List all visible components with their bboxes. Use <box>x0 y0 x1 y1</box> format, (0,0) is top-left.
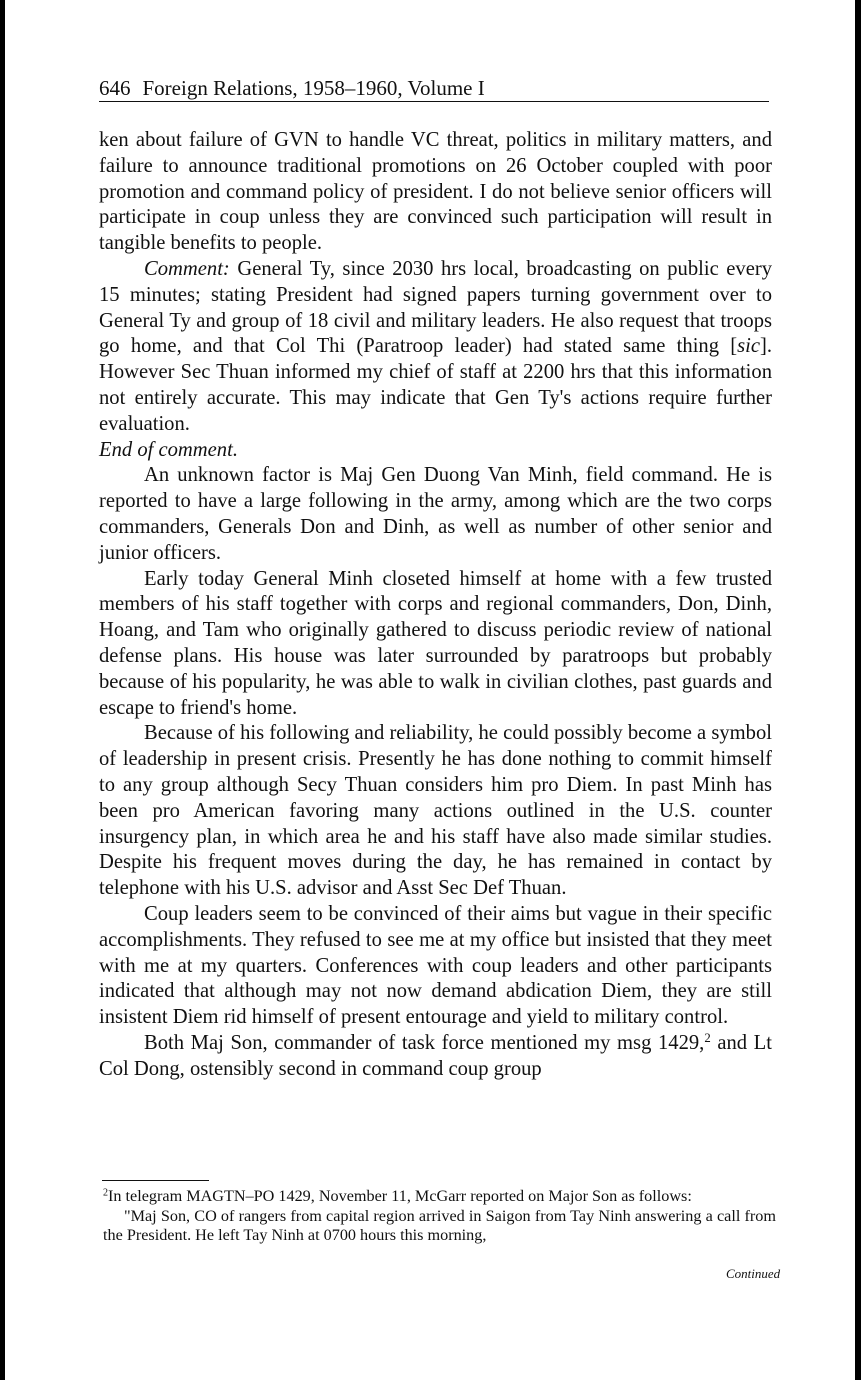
paragraph-4: Early today General Minh closeted himself at home with a few trusted members of his staff together with corps and regional commanders, Don, Dinh, Hoang, and Tam who originally gathered to discuss periodic review of national defense plans. His house was later surrounded by paratroops but probably because of his popularity, he was able to walk in civilian clothes, past guards and escape to friend's home. <box>99 567 772 719</box>
paragraph-5: Because of his following and reliability, he could possibly become a symbol of leadership in present crisis. Presently he has done nothing to commit himself to any group although Secy Thuan considers him pro Diem. In past Minh has been pro American favoring many actions outlined in the U.S. counter insurgency plan, in which area he and his staff have also made similar studies. Despite his frequent moves during the day, he has remained in contact by telephone with his U.S. advisor and Asst Sec Def Thuan. <box>99 722 772 900</box>
continued-label: Continued <box>726 1266 781 1281</box>
paragraph-end-comment <box>99 438 772 464</box>
comment-text-a: General Ty, since 2030 hrs local, broadcasting on public every 15 minutes; stating President had signed papers turning government over to General Ty and group of 18 civil and military leaders. He also request that troops go home, and that Col Thi (Paratroop leader) had stated same thing [ <box>99 257 772 358</box>
paragraph-7-text-a: Both Maj Son, commander of task force mentioned my msg 1429, <box>144 1031 705 1054</box>
scan-border-right <box>855 0 861 1380</box>
footnote-quote: "Maj Son, CO of rangers from capital region arrived in Saigon from Tay Ninh answering a call from the President. He left Tay Ninh at 0700 hours this morning, <box>103 1206 776 1244</box>
scan-border-left <box>0 0 5 1380</box>
end-comment-label: End of comment. <box>99 438 238 461</box>
footnote-reference: 2 <box>704 1030 711 1045</box>
main-text <box>99 128 772 1082</box>
running-header <box>99 76 769 102</box>
page-number: 646 <box>99 76 131 100</box>
paragraph-6: Coup leaders seem to be convinced of their aims but vague in their specific accomplishments. They refused to see me at my office but insisted that they meet with me at my quarters. Conferences with coup leaders and other participants indicated that although may not now demand abdication Diem, they are still insistent Diem rid himself of present entourage and yield to military control. <box>99 902 772 1029</box>
comment-label: Comment: <box>144 257 230 280</box>
paragraph-1: ken about failure of GVN to handle VC threat, politics in military matters, and failure to announce traditional promotions on 26 October coupled with poor promotion and command policy of president. I do not believe senior officers will participate in coup unless they are convinced such participation will result in tangible benefits to people. <box>99 129 772 255</box>
sic-mark: sic <box>737 335 760 358</box>
footnote-rule <box>102 1180 209 1181</box>
footnote-2 <box>103 1187 776 1207</box>
paragraph-7-text-b: and Lt Col Dong, ostensibly second in command coup group <box>99 1031 772 1080</box>
paragraph-comment <box>99 257 772 438</box>
comment-text-b: ]. However Sec Thuan informed my chief of staff at 2200 hrs that this information not entirely accurate. This may indicate that Gen Ty's actions require further evaluation. <box>99 335 772 435</box>
footnote-text: In telegram MAGTN–PO 1429, November 11, McGarr reported on Major Son as follows: <box>108 1187 692 1205</box>
footnote-mark: 2 <box>103 1187 109 1199</box>
footnotes <box>103 1187 776 1246</box>
running-title: Foreign Relations, 1958–1960, Volume I <box>142 76 485 100</box>
paragraph-3: An unknown factor is Maj Gen Duong Van Minh, field command. He is reported to have a large following in the army, among which are the two corps commanders, Generals Don and Dinh, as well as number of other senior and junior officers. <box>99 464 772 564</box>
paragraph-7 <box>99 1031 772 1083</box>
